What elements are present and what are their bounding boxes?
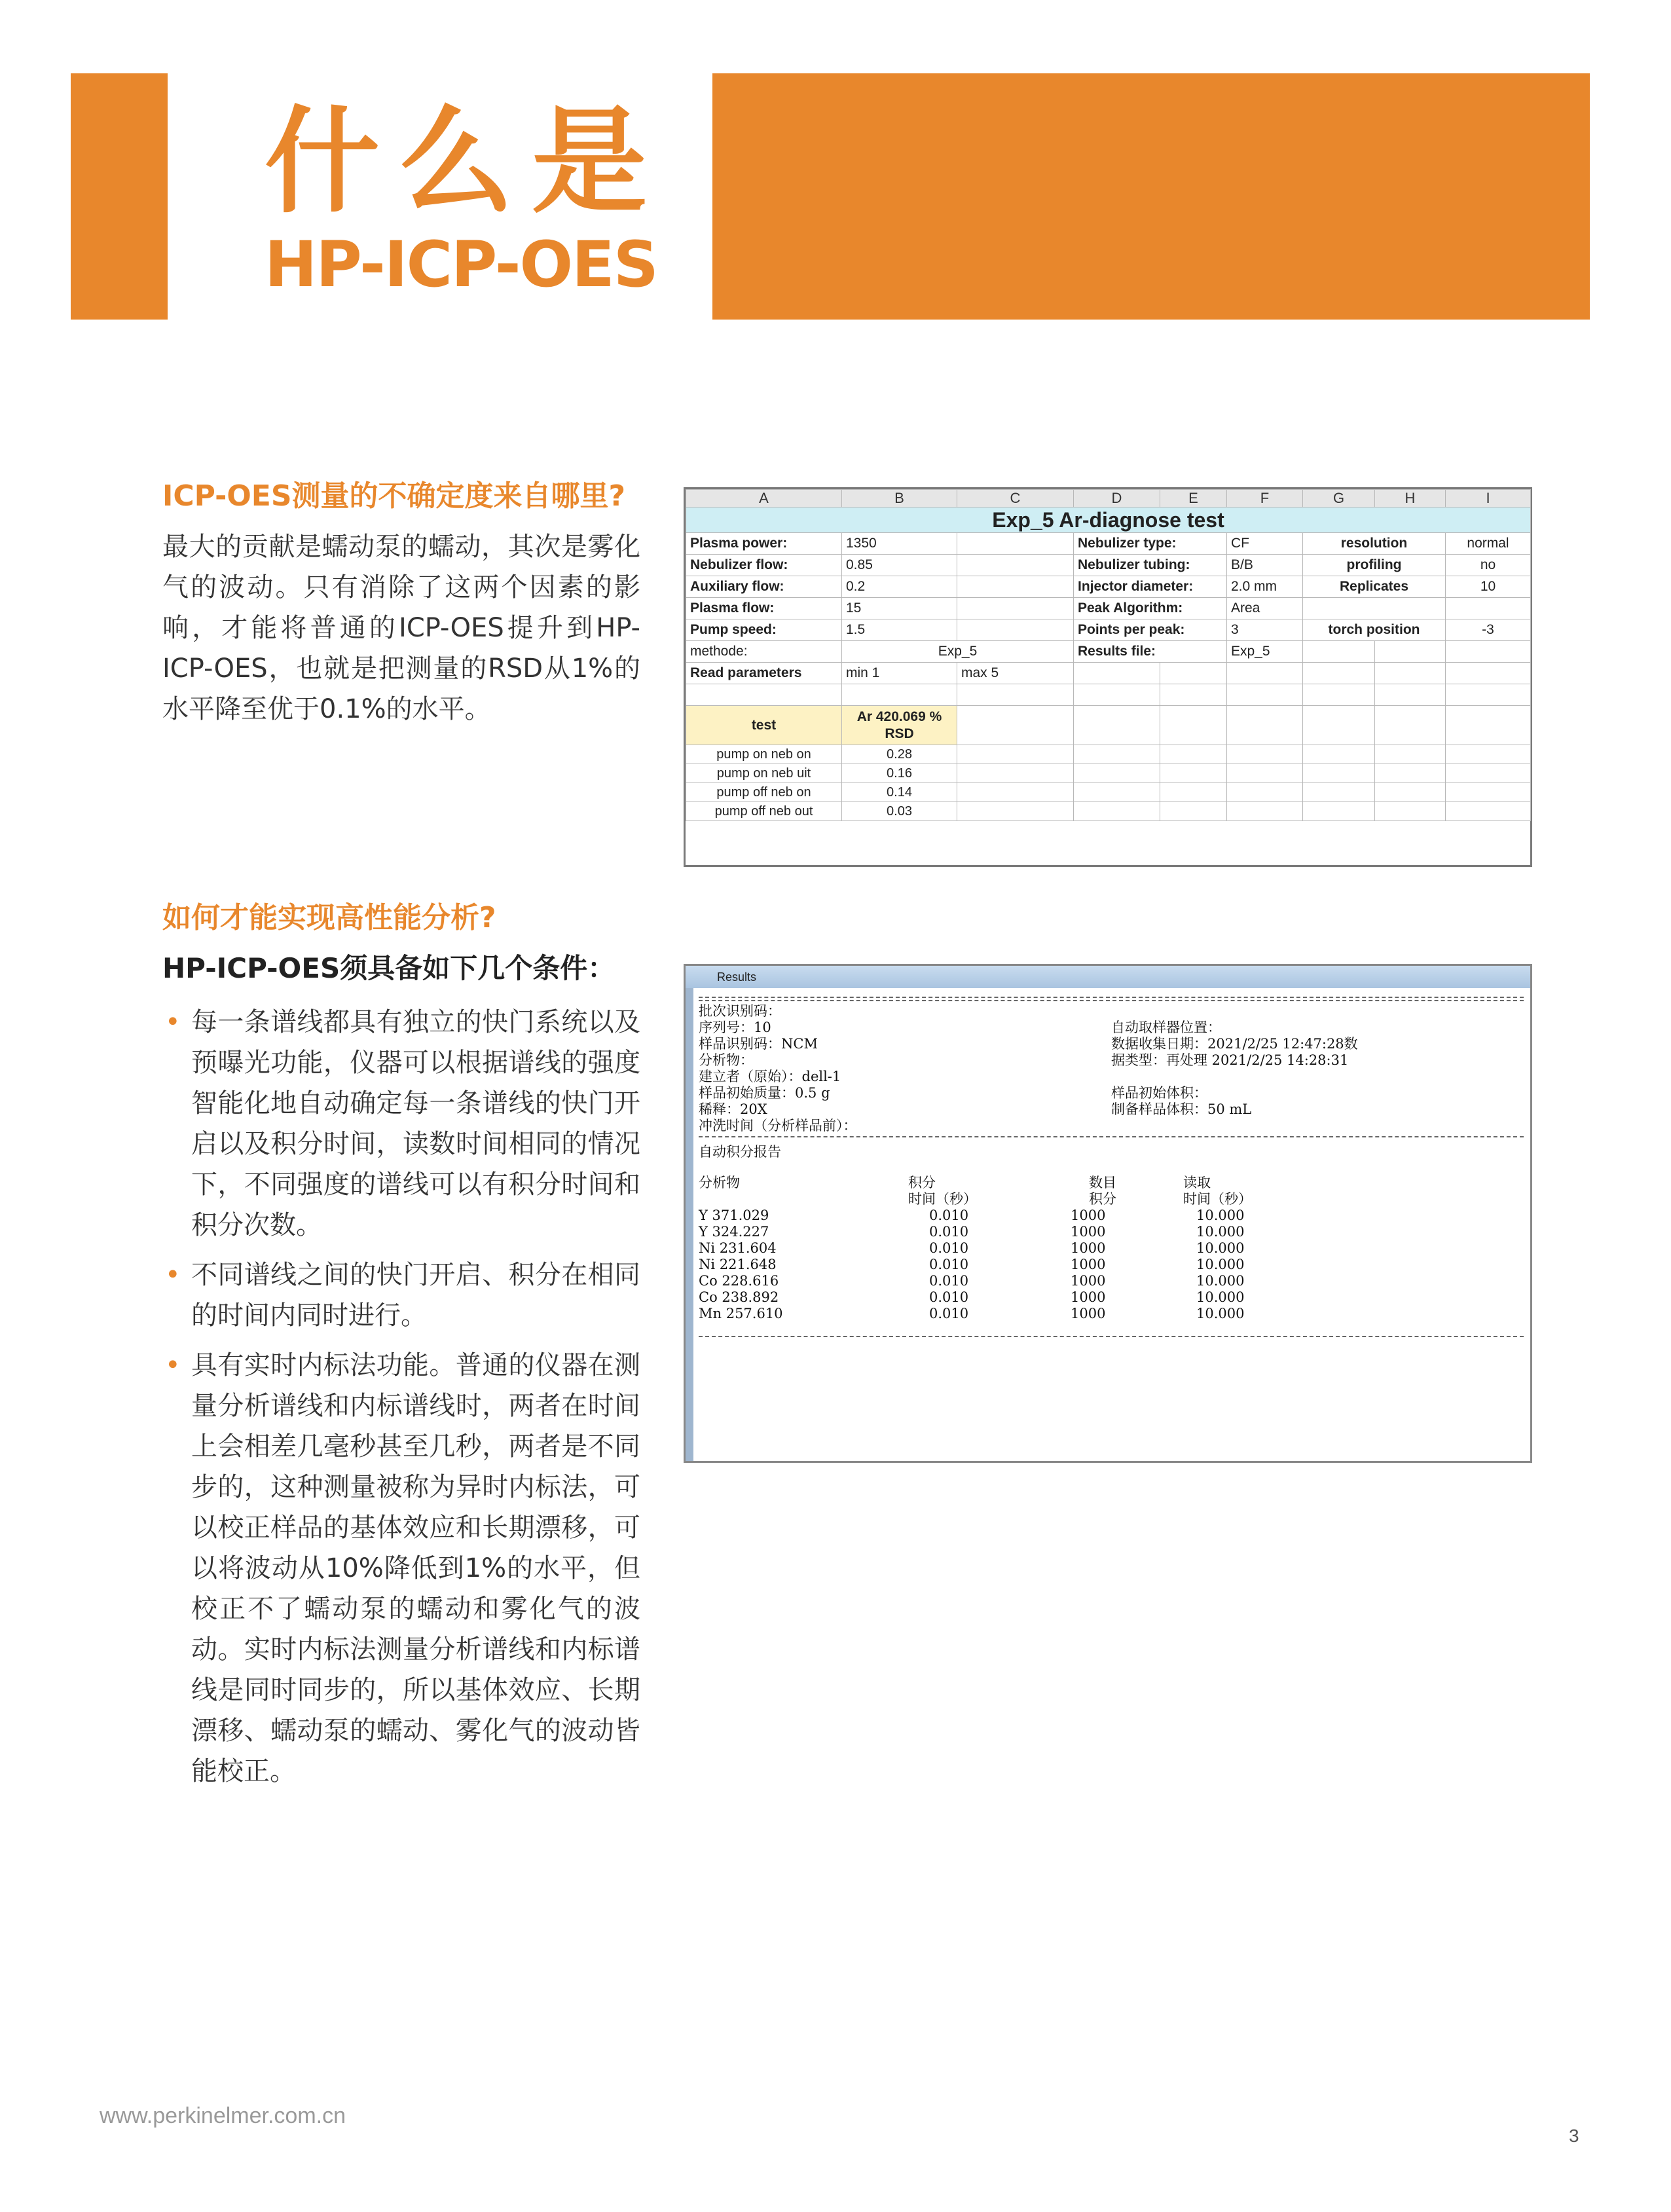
analyte-name: Co 228.616 [699,1273,779,1289]
col-header: A [686,490,842,507]
analyte-read: 10.000 [1196,1207,1245,1223]
analyte-time: 0.010 [929,1240,969,1256]
methode-value: Exp_5 [842,641,1074,663]
col-header: D [1074,490,1160,507]
methode-label: methode: [686,641,842,663]
test-name: pump on neb uit [686,764,842,783]
param-label: Nebulizer tubing: [1074,555,1227,576]
param-label: Points per peak: [1074,619,1227,641]
footer-url[interactable]: www.perkinelmer.com.cn [100,2103,346,2128]
param-label: resolution [1303,533,1446,555]
param-label: Pump speed: [686,619,842,641]
results-titlebar: Results [686,966,1530,988]
bullet-icon: • [165,1350,181,1380]
analyte-count: 1000 [1071,1207,1106,1223]
param-label: profiling [1303,555,1446,576]
table-row [699,1273,1524,1289]
sample-info-right [1111,1003,1358,1134]
info-line: 数据收集日期：2021/2/25 12:47:28数 [1111,1036,1358,1052]
table-row [699,1306,1524,1322]
analyte-time: 0.010 [929,1224,969,1240]
table-row [686,783,1531,802]
col-read-header-2: 时间（秒） [1183,1191,1252,1207]
param-value: 0.85 [842,555,957,576]
bullet-text: 不同谱线之间的快门开启、积分在相同的时间内同时进行。 [191,1260,640,1331]
test-name: pump off neb on [686,783,842,802]
info-line: 样品初始质量：0.5 g [699,1085,830,1101]
analyte-count: 1000 [1071,1224,1106,1240]
analyte-read: 10.000 [1196,1306,1245,1321]
param-label [1303,598,1446,619]
table-row [699,1224,1524,1240]
info-line: 样品识别码：NCM [699,1036,818,1052]
page-number: 3 [1569,2126,1579,2146]
results-scroll-strip [686,988,693,1461]
report-header-row-2 [699,1191,1524,1207]
param-label: Plasma flow: [686,598,842,619]
param-value: 1350 [842,533,957,555]
test-name: pump off neb out [686,802,842,821]
analyte-time: 0.010 [929,1289,969,1305]
analyte-count: 1000 [1071,1289,1106,1305]
sample-info-left [699,1003,1111,1134]
spreadsheet-image [684,487,1532,867]
table-row [686,641,1531,663]
list-item [162,1002,640,1245]
param-value: 15 [842,598,957,619]
table-row [699,1257,1524,1273]
table-row [699,1240,1524,1257]
analyte-read: 10.000 [1196,1273,1245,1289]
col-read-header: 读取 [1183,1175,1211,1190]
param-label: Injector diameter: [1074,576,1227,598]
analyte-name: Ni 221.648 [699,1257,777,1272]
info-line: 建立者（原始）：dell-1 [699,1069,841,1084]
col-header: I [1446,490,1531,507]
param-value: -3 [1446,619,1531,641]
results-window [684,964,1532,1463]
col-header: B [842,490,957,507]
param-label: Peak Algorithm: [1074,598,1227,619]
info-line: 序列号：10 [699,1020,771,1035]
analyte-time: 0.010 [929,1273,969,1289]
param-value: no [1446,555,1531,576]
info-line: 据类型：再处理 2021/2/25 14:28:31 [1111,1052,1349,1068]
table-row [686,764,1531,783]
param-value: 10 [1446,576,1531,598]
info-line: 冲洗时间（分析样品前）： [699,1118,857,1134]
info-line: 稀释：20X [699,1101,767,1117]
col-time-header-2: 时间（秒） [908,1191,977,1207]
col-count-header: 数目 [1089,1175,1116,1190]
param-value: B/B [1227,555,1303,576]
results-file-label: Results file: [1074,641,1227,663]
col-analyte-header: 分析物 [699,1175,740,1190]
bullet-icon: • [165,1007,181,1037]
info-line: 分析物： [699,1052,754,1068]
col-header: E [1160,490,1227,507]
analyte-name: Y 324.227 [699,1224,769,1240]
col-header: H [1375,490,1446,507]
test-rsd: 0.03 [842,802,957,821]
info-line: 批次识别码： [699,1003,781,1019]
col-header: F [1227,490,1303,507]
analyte-name: Mn 257.610 [699,1306,783,1321]
read-params-label: Read parameters [686,663,842,684]
analyte-name: Y 371.029 [699,1207,769,1223]
param-value: 2.0 mm [1227,576,1303,598]
info-line: 制备样品体积：50 mL [1111,1101,1252,1117]
test-rsd: 0.16 [842,764,957,783]
col-time-header: 积分 [908,1175,936,1190]
section2-bullet-list [162,1002,640,1801]
list-item [162,1345,640,1792]
section1-body: 最大的贡献是蠕动泵的蠕动，其次是雾化气的波动。只有消除了这两个因素的影响，才能将普通的ICP-OES提升到HP-ICP-OES，也就是把测量的RSD从1%的水平降至优于0.1%的水平。 [162,532,640,724]
results-file-value: Exp_5 [1227,641,1303,663]
test-header: test [686,706,842,745]
header-accent-bar [71,73,168,320]
section2-heading: 如何才能实现高性能分析? [162,901,496,934]
page-title-en: HP-ICP-OES [265,228,657,301]
test-name: pump on neb on [686,745,842,764]
results-content [699,995,1524,1339]
param-value: 0.2 [842,576,957,598]
col-count-header-2: 积分 [1089,1191,1116,1207]
param-label: Auxiliary flow: [686,576,842,598]
param-value [1446,598,1531,619]
analyte-table [699,1207,1524,1322]
section1-heading: ICP-OES测量的不确定度来自哪里? [162,479,626,513]
table-row [686,576,1531,598]
param-label: Nebulizer flow: [686,555,842,576]
test-rsd: 0.14 [842,783,957,802]
table-row [686,619,1531,641]
table-row [699,1289,1524,1306]
table-row [686,598,1531,619]
analyte-count: 1000 [1071,1273,1106,1289]
bullet-text: 每一条谱线都具有独立的快门系统以及预曝光功能，仪器可以根据谱线的强度智能化地自动确定每一条谱线的快门开启以及积分时间，读数时间相同的情况下，不同强度的谱线可以有积分时间和积分次数。 [191,1007,640,1240]
read-min: min 1 [842,663,957,684]
col-header: C [957,490,1074,507]
report-title: 自动积分报告 [699,1144,781,1160]
analyte-read: 10.000 [1196,1289,1245,1305]
spreadsheet-title: Exp_5 Ar-diagnose test [686,507,1531,533]
param-label: Nebulizer type: [1074,533,1227,555]
test-rsd: 0.28 [842,745,957,764]
read-max: max 5 [957,663,1074,684]
table-row [699,1207,1524,1224]
page-title-cn: 什么是 [265,95,666,229]
col-header: G [1303,490,1375,507]
analyte-time: 0.010 [929,1257,969,1272]
analyte-read: 10.000 [1196,1257,1245,1272]
table-row [686,802,1531,821]
param-label: torch position [1303,619,1446,641]
table-row [686,745,1531,764]
param-value: 3 [1227,619,1303,641]
bullet-text: 具有实时内标法功能。普通的仪器在测量分析谱线和内标谱线时，两者在时间上会相差几毫秒甚至几秒，两者是不同步的，这种测量被称为异时内标法，可以校正样品的基体效应和长期漂移，可以将波动从10%降低到1%的水平，但校正不了蠕动泵的蠕动和雾化气的波动。实时内标法测量分析谱线和内标谱线是同时同步的，所以基体效应、长期漂移、蠕动泵的蠕动、雾化气的波动皆能校正。 [191,1350,640,1786]
section2-subheading: HP-ICP-OES须具备如下几个条件： [162,952,615,984]
table-row [686,555,1531,576]
param-label: Replicates [1303,576,1446,598]
analyte-name: Co 238.892 [699,1289,779,1305]
list-item [162,1255,640,1336]
report-header-row [699,1175,1524,1191]
param-label: Plasma power: [686,533,842,555]
analyte-name: Ni 231.604 [699,1240,777,1256]
table-row [686,663,1531,684]
param-value: Area [1227,598,1303,619]
header-banner [712,73,1590,320]
analyte-read: 10.000 [1196,1224,1245,1240]
param-value: CF [1227,533,1303,555]
rsd-header: Ar 420.069 % RSD [842,706,957,745]
analyte-time: 0.010 [929,1306,969,1321]
param-value: 1.5 [842,619,957,641]
param-value: normal [1446,533,1531,555]
info-line: 样品初始体积： [1111,1085,1207,1101]
analyte-read: 10.000 [1196,1240,1245,1256]
bullet-icon: • [165,1260,181,1290]
column-header-row [686,490,1531,507]
analyte-time: 0.010 [929,1207,969,1223]
table-row [686,533,1531,555]
analyte-count: 1000 [1071,1257,1106,1272]
analyte-count: 1000 [1071,1240,1106,1256]
info-line: 自动取样器位置： [1111,1020,1221,1035]
analyte-count: 1000 [1071,1306,1106,1321]
